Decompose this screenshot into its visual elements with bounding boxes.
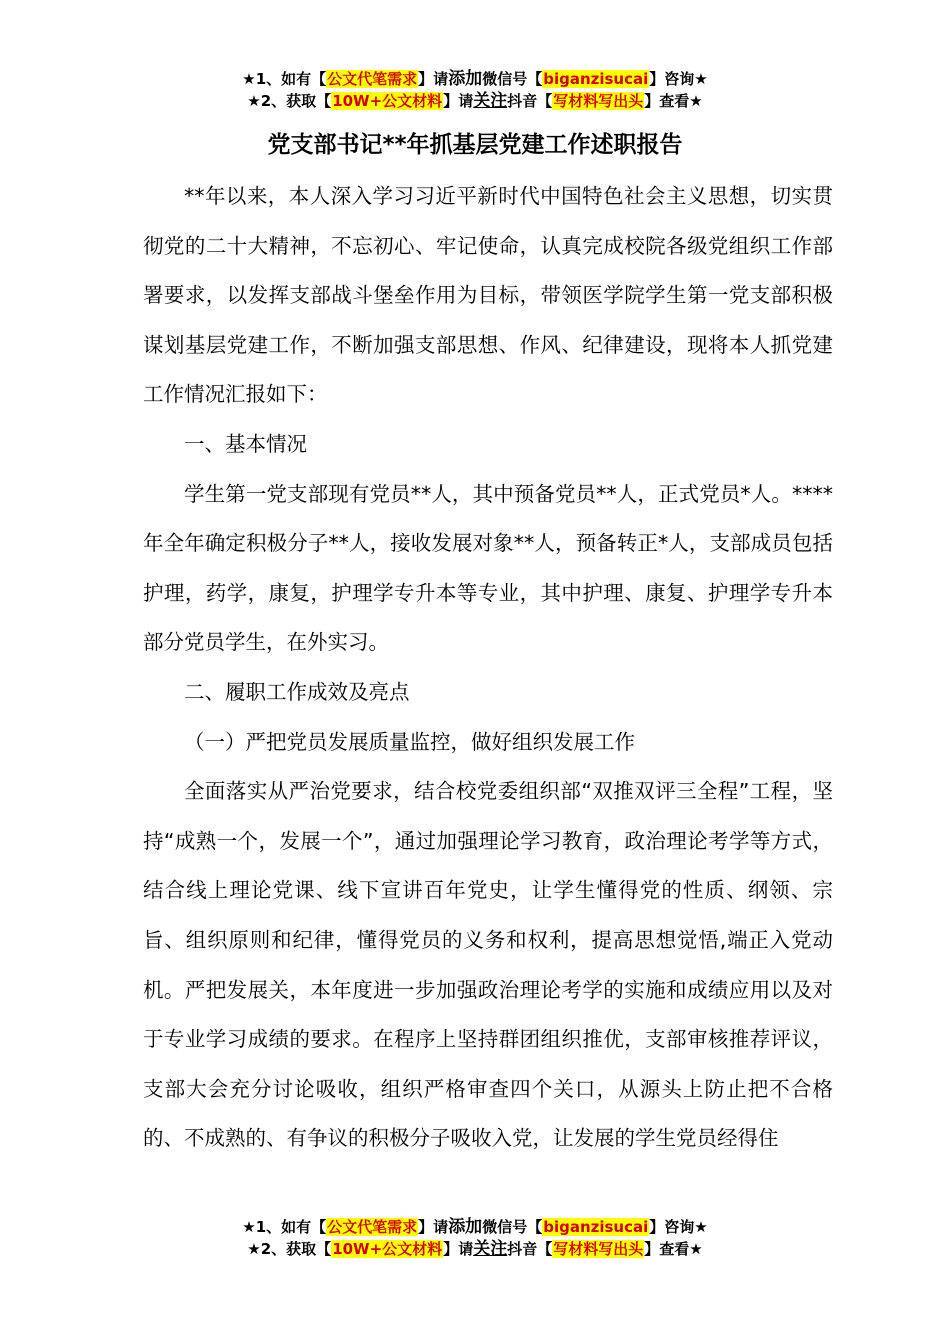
promo-text: ★2、获取【	[247, 92, 332, 110]
paragraph-development: 全面落实从严治党要求，结合校党委组织部“双推双评三全程”工程，坚持“成熟一个，发展一个”，通过加强理论学习教育，政治理论考学等方式，结合线上理论党课、线下宣讲百年党史，让学生懂得党的性质、纲领、宗旨、组织原则和纪律，懂得党员的义务和权利，提高思想觉悟,端正入党动机。严把发展关，本年度进一步加强政治理论考学的实施和成绩应用以及对于专业学习成绩的要求。在程序上坚持群团组织推优，支部审核推荐评议，支部大会充分讨论吸收，组织严格审查四个关口，从源头上防止把不合格的、不成熟的、有争议的积极分子吸收入党，让发展的学生党员经得住	[143, 779, 833, 1151]
promo-emphasis: 关注	[473, 1239, 508, 1259]
promo-line-1	[0, 1216, 950, 1238]
promo-line-2	[0, 90, 950, 112]
promo-wechat-id: biganzisucai	[543, 70, 649, 88]
promo-text: 】请	[418, 70, 449, 88]
promo-text: 】查看★	[644, 92, 703, 110]
promo-text: 】咨询★	[649, 70, 708, 88]
promo-text: 】咨询★	[649, 1218, 708, 1236]
promo-text: 】查看★	[644, 1240, 703, 1258]
promo-text: ★1、如有【	[242, 1218, 327, 1236]
promo-line-2	[0, 1238, 950, 1260]
promo-text: ★2、获取【	[247, 1240, 332, 1258]
promo-text: 抖音【	[507, 1240, 553, 1258]
paragraph-basic-info: 学生第一党支部现有党员**人，其中预备党员**人，正式党员*人。****年全年确定积极分子**人，接收发展对象**人，预备转正*人，支部成员包括护理，药学，康复，护理学专升本等专业，其中护理、康复、护理学专升本部分党员学生，在外实习。	[143, 481, 833, 655]
promo-wechat-id: biganzisucai	[543, 1218, 649, 1236]
promo-highlight: 公文代笔需求	[327, 1218, 418, 1236]
promo-emphasis: 添加	[448, 1217, 483, 1237]
promo-emphasis: 添加	[448, 69, 483, 89]
promo-banner-bottom	[0, 1216, 950, 1260]
promo-highlight: 公文代笔需求	[327, 70, 418, 88]
promo-text: 】请	[418, 1218, 449, 1236]
promo-douyin-id: 写材料写出头	[553, 92, 644, 110]
promo-highlight: 10W+公文材料	[332, 1240, 443, 1258]
promo-banner-top	[0, 68, 950, 112]
promo-emphasis: 关注	[473, 91, 508, 111]
section-heading-1: 一、基本情况	[184, 431, 307, 456]
promo-highlight: 10W+公文材料	[332, 92, 443, 110]
promo-text: 】请	[443, 1240, 474, 1258]
promo-text: 】请	[443, 92, 474, 110]
section-heading-2: 二、履职工作成效及亮点	[184, 679, 410, 704]
promo-text: 微信号【	[482, 1218, 543, 1236]
paragraph-intro: **年以来，本人深入学习习近平新时代中国特色社会主义思想，切实贯彻党的二十大精神，不忘初心、牢记使命，认真完成校院各级党组织工作部署要求，以发挥支部战斗堡垒作用为目标，带领医学院学生第一党支部积极谋划基层党建工作，不断加强支部思想、作风、纪律建设，现将本人抓党建工作情况汇报如下：	[143, 184, 833, 407]
document-body	[143, 172, 833, 1164]
promo-douyin-id: 写材料写出头	[553, 1240, 644, 1258]
promo-text: 微信号【	[482, 70, 543, 88]
subsection-heading-1: （一）严把党员发展质量监控，做好组织发展工作	[184, 729, 635, 754]
promo-text: 抖音【	[507, 92, 553, 110]
promo-text: ★1、如有【	[242, 70, 327, 88]
document-title: 党支部书记**年抓基层党建工作述职报告	[267, 132, 683, 158]
promo-line-1	[0, 68, 950, 90]
